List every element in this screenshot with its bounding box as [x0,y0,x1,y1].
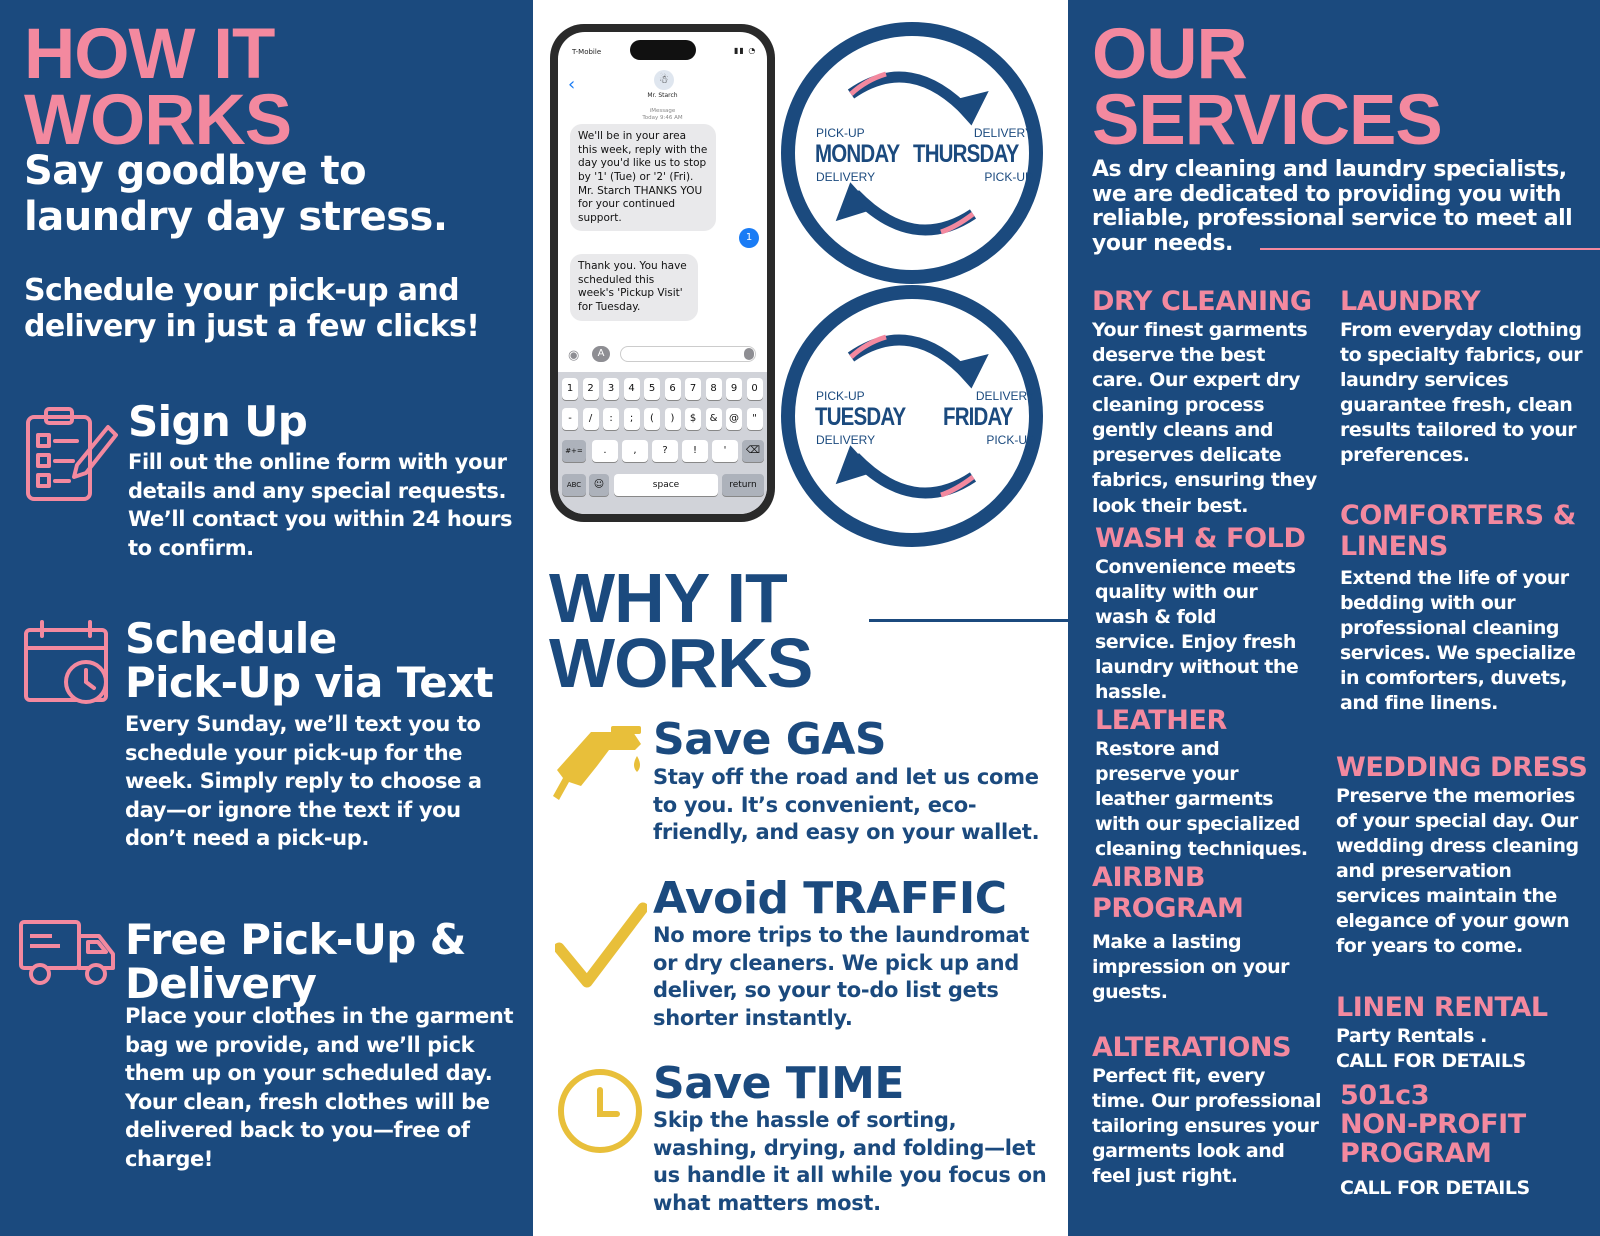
airbnb-title: AIRBNB PROGRAM [1092,862,1244,925]
keyboard [558,372,767,514]
status-icons: ▮▮ ◔ [734,46,757,55]
keyboard-key[interactable]: ( [644,408,660,430]
divider [869,619,1068,622]
save-time-body: Skip the hassle of sorting, washing, drying, and folding—let us handle it all while you focus on what matters most. [653,1108,1047,1216]
keyboard-key[interactable]: . [592,440,618,462]
dynamic-island [630,40,696,60]
dry-cleaning-body: Your finest garments deserve the best care. Our expert dry cleaning process gently cleans and preserves delicate fabrics, ensuring they look their best. [1092,319,1317,517]
wedding-dress-title: WEDDING DRESS [1336,752,1588,783]
circle2-pickup-label: PICK-UP [816,389,865,403]
linen-rental-title: LINEN RENTAL [1336,992,1548,1023]
alterations-title: ALTERATIONS [1092,1032,1292,1063]
avoid-traffic-title: Avoid TRAFFIC [653,873,1007,924]
circle2-delivery-day: FRIDAY [943,403,1013,431]
keyboard-key[interactable]: 0 [747,378,763,400]
wash-fold-body: Convenience meets quality with our wash & fold service. Enjoy fresh laundry without the hassle. [1095,556,1299,704]
circle2-delivery-label: DELIVERY [975,389,1035,403]
carrier-label: T-Mobile [572,48,602,56]
emoji-key[interactable]: ☺ [589,474,609,496]
calendar-clock-icon [22,620,112,710]
phone-mockup [550,24,775,522]
services-divider [1260,248,1600,250]
step-delivery-title: Free Pick-Up & Delivery [125,915,466,1009]
keyboard-key[interactable]: 2 [583,378,599,400]
step-schedule-body: Every Sunday, we’ll text you to schedule your pick-up for the week. Simply reply to choose a day—or ignore the text if you don’t need a pick-up. [125,712,482,851]
leather-body: Restore and preserve your leather garments with our specialized cleaning techniques. [1095,738,1308,861]
circle2-pickup-sub: DELIVERY [816,433,876,447]
keyboard-key[interactable]: / [583,408,599,430]
keyboard-key[interactable]: : [603,408,619,430]
message-input[interactable] [620,346,756,362]
linen-rental-body: Party Rentals . CALL FOR DETAILS [1336,1025,1526,1073]
comforters-body: Extend the life of your bedding with our professional cleaning services. We specialize in comforters, duvets, and fine linens. [1340,567,1576,715]
checkmark-icon [555,902,647,992]
contact-avatar: ☃ [654,70,674,90]
circle1-pickup-day: MONDAY [815,140,900,168]
save-time-title: Save TIME [653,1058,904,1109]
wedding-dress-body: Preserve the memories of your special day. Our wedding dress cleaning and preservation services maintain the elegance of your gown for years to come. [1336,785,1579,958]
keyboard-key[interactable]: 4 [624,378,640,400]
keyboard-key[interactable]: " [747,408,763,430]
camera-icon[interactable]: ◉ [568,348,580,363]
avoid-traffic-body: No more trips to the laundromat or dry cleaners. We pick up and deliver, so your to-do list gets shorter instantly. [653,923,1030,1031]
keyboard-key[interactable]: 5 [644,378,660,400]
message-bubble-incoming: We'll be in your area this week, reply with the day you'd like us to stop by '1' (Tue) or '2' (Fri). Mr. Starch THANKS YOU for your continued support. [570,124,716,231]
save-gas-body: Stay off the road and let us come to you. It’s convenient, eco-friendly, and easy on your wallet. [653,765,1040,845]
comforters-title: COMFORTERS & LINENS [1340,500,1576,563]
space-key[interactable]: space [614,474,718,496]
how-it-works-subtitle: Say goodbye to laundry day stress. [24,148,448,241]
message-bubble-confirmation: Thank you. You have scheduled this week's 'Pickup Visit' for Tuesday. [570,254,698,321]
how-it-works-panel [0,0,533,1236]
nonprofit-body: CALL FOR DETAILS [1340,1177,1530,1199]
phone-screen [558,32,767,514]
clock-icon [555,1066,645,1156]
save-gas-title: Save GAS [653,714,887,765]
circle2-delivery-sub: PICK-UP [986,433,1035,447]
why-it-works-panel [533,0,1068,1236]
circle1-delivery-day: THURSDAY [913,140,1019,168]
keyboard-key[interactable]: ; [624,408,640,430]
message-meta: iMessage Today 9:46 AM [642,108,683,121]
nonprofit-title: 501c3 NON-PROFIT PROGRAM [1340,1080,1526,1170]
our-services-title: OUR SERVICES [1092,15,1442,161]
dry-cleaning-title: DRY CLEANING [1092,286,1312,317]
keyboard-key[interactable]: 3 [603,378,619,400]
keyboard-key[interactable]: 8 [706,378,722,400]
contact-name[interactable]: Mr. Starch [647,92,678,99]
circle1-delivery-sub: PICK-UP [984,170,1033,184]
keyboard-key[interactable]: ) [665,408,681,430]
laundry-body: From everyday clothing to specialty fabrics, our laundry services guarantee fresh, clean results tailored to your preferences. [1340,319,1583,467]
services-intro: As dry cleaning and laundry specialists, we are dedicated to providing you with reliable, professional service to meet all your needs. [1092,157,1573,256]
circle1-pickup-sub: DELIVERY [816,170,876,184]
circle1-pickup-label: PICK-UP [816,126,865,140]
symbols-key[interactable]: #+= [562,440,586,462]
circle2-pickup-day: TUESDAY [815,403,906,431]
keyboard-key[interactable]: ' [712,440,738,462]
keyboard-key[interactable]: $ [685,408,701,430]
leather-title: LEATHER [1095,705,1227,736]
back-chevron-icon[interactable]: ‹ [568,74,576,95]
step-delivery-body: Place your clothes in the garment bag we provide, and we’ll pick them up on your scheduled day. Your clean, fresh clothes will be delivered back to you—free of charge! [125,1004,514,1171]
keyboard-key[interactable]: - [562,408,578,430]
backspace-key[interactable]: ⌫ [742,440,764,462]
keyboard-key[interactable]: 7 [685,378,701,400]
clipboard-icon [22,405,118,505]
keyboard-key[interactable]: ! [682,440,708,462]
keyboard-key[interactable]: ? [652,440,678,462]
keyboard-key[interactable]: 9 [726,378,742,400]
why-it-works-title: WHY IT WORKS [549,559,813,703]
gas-pump-nozzle-icon [551,726,647,806]
how-it-works-title: HOW IT WORKS [24,15,292,161]
alterations-body: Perfect fit, every time. Our professional tailoring ensures your garments look and feel just right. [1092,1065,1321,1188]
keyboard-key[interactable]: @ [726,408,742,430]
laundry-title: LAUNDRY [1340,286,1481,317]
keyboard-key[interactable]: 1 [562,378,578,400]
schedule-tagline: Schedule your pick-up and delivery in just a few clicks! [24,273,480,344]
keyboard-key[interactable]: 6 [665,378,681,400]
microphone-icon[interactable] [744,348,754,360]
delivery-truck-icon [18,918,116,988]
step-sign-up-body: Fill out the online form with your details and any special requests. We’ll contact you within 24 hours to confirm. [128,450,513,560]
abc-key[interactable]: ABC [562,474,586,496]
airbnb-body: Make a lasting impression on your guests. [1092,931,1290,1004]
keyboard-key[interactable]: , [622,440,648,462]
return-key[interactable]: return [722,474,764,496]
message-bubble-outgoing: 1 [739,228,759,248]
keyboard-key[interactable]: & [706,408,722,430]
wash-fold-title: WASH & FOLD [1095,523,1306,554]
step-sign-up-title: Sign Up [128,397,308,446]
our-services-panel [1068,0,1600,1236]
circle1-delivery-label: DELIVERY [973,126,1033,140]
step-schedule-title: Schedule Pick-Up via Text [125,614,494,708]
app-store-icon[interactable]: A [592,346,610,362]
